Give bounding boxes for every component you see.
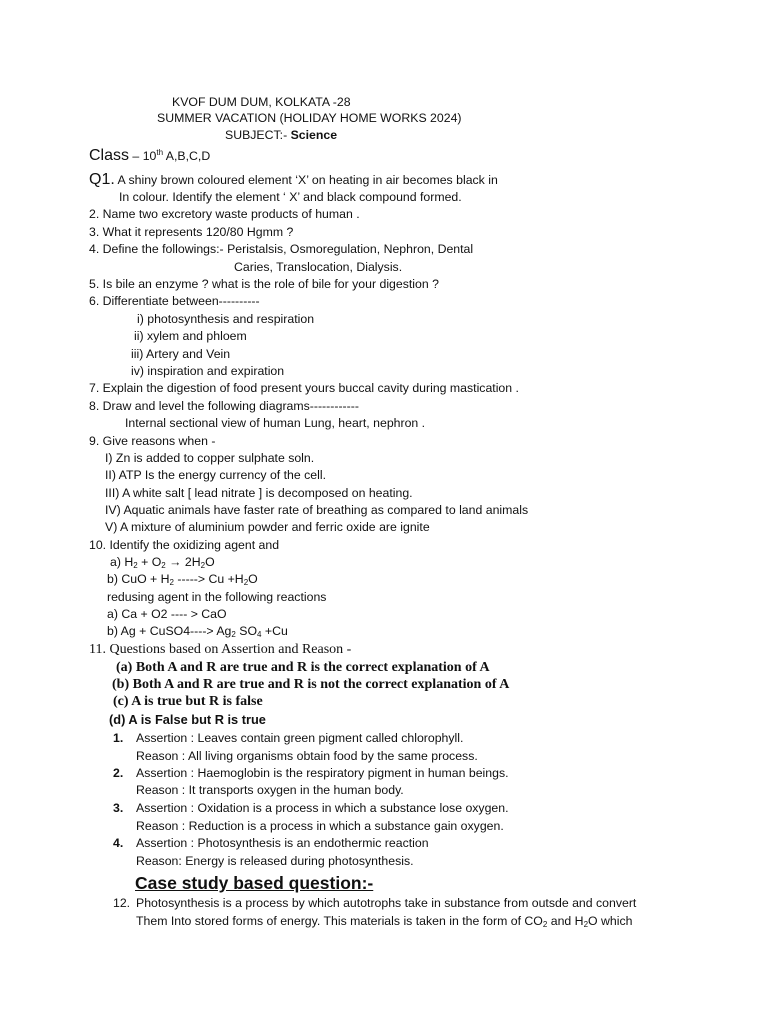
eq-term: H <box>124 555 134 569</box>
class-line <box>89 147 210 165</box>
subject-prefix: SUBJECT:- <box>225 128 291 142</box>
eq-term: b) Ag + CuSO4----> Ag <box>107 624 232 638</box>
q12-line2 <box>136 914 632 929</box>
q1-line2: In colour. Identify the element ‘ X’ and black compound formed. <box>119 190 462 204</box>
eq-term: O <box>205 555 215 569</box>
q12-sub: 2 <box>583 920 589 929</box>
class-sup: th <box>156 148 164 157</box>
q8-stem: 8. Draw and level the following diagrams------------ <box>89 399 359 413</box>
q11-option-b: (b) Both A and R are true and R is not the correct explanation of A <box>112 677 510 692</box>
ar-reason: Reason : It transports oxygen in the human body. <box>136 783 404 797</box>
eq-label: a) <box>110 555 125 569</box>
q12-line1: Photosynthesis is a process by which autotrophs take in substance from outsde and convert <box>136 896 637 910</box>
subject-line <box>225 128 337 143</box>
ar-assertion: Assertion : Leaves contain green pigment called chlorophyll. <box>136 731 464 745</box>
class-number: – 10 <box>129 149 157 163</box>
q1-line1 <box>89 171 498 189</box>
eq-term: 2H <box>184 555 201 569</box>
q9-stem: 9. Give reasons when - <box>89 434 216 448</box>
q12-number: 12. <box>113 896 131 910</box>
subject-name: Science <box>290 128 338 142</box>
q6-item: i) photosynthesis and respiration <box>137 312 315 326</box>
q12-text: Them Into stored forms of energy. This materials is taken in the form of CO <box>136 914 543 928</box>
q10-reaction-a: a) Ca + O2 ---- > CaO <box>107 607 227 621</box>
q2: 2. Name two excretory waste products of human . <box>89 207 360 221</box>
class-label: Class <box>89 147 130 164</box>
q4-line1: 4. Define the followings:- Peristalsis, Osmoregulation, Nephron, Dental <box>89 242 474 256</box>
q9-item: V) A mixture of aluminium powder and ferric oxide are ignite <box>105 520 430 534</box>
school-name: KVOF DUM DUM, KOLKATA -28 <box>172 95 351 109</box>
eq-term: + O <box>137 555 162 569</box>
q1-text1: A shiny brown coloured element ‘X’ on heating in air becomes black in <box>114 173 498 187</box>
ar-assertion: Assertion : Oxidation is a process in which a substance lose oxygen. <box>136 801 509 815</box>
q9-item: II) ATP Is the energy currency of the cell. <box>105 468 326 482</box>
q11-option-d: (d) A is False but R is true <box>109 712 266 727</box>
ar-number: 2. <box>113 766 124 780</box>
ar-reason: Reason : Reduction is a process in which a substance gain oxygen. <box>136 819 504 833</box>
q3: 3. What it represents 120/80 Hgmm ? <box>89 225 294 239</box>
eq-sub: 2 <box>133 561 138 570</box>
eq-term: -----> Cu +H <box>174 572 244 586</box>
q6-stem: 6. Differentiate between---------- <box>89 294 260 308</box>
arrow-icon: → <box>165 555 185 569</box>
q12-sub: 2 <box>542 920 548 929</box>
q11-option-c: (c) A is true but R is false <box>113 694 263 709</box>
eq-sub: 2 <box>243 578 249 587</box>
vacation-title: SUMMER VACATION (HOLIDAY HOME WORKS 2024) <box>157 111 462 125</box>
q10-stem: 10. Identify the oxidizing agent and <box>89 538 280 552</box>
q10-eq-a <box>110 555 215 570</box>
eq-sub: 2 <box>231 630 236 639</box>
eq-sub: 2 <box>200 561 206 570</box>
eq-label: b) <box>107 572 122 586</box>
ar-reason: Reason: Energy is released during photosynthesis. <box>136 854 414 868</box>
q11-option-a: (a) Both A and R are true and R is the correct explanation of A <box>116 660 490 675</box>
eq-term: CuO + H <box>121 572 170 586</box>
q12-text: O which <box>588 914 633 928</box>
q4-line2: Caries, Translocation, Dialysis. <box>234 260 403 274</box>
q10-reaction-b <box>107 624 288 639</box>
case-study-heading: Case study based question:- <box>135 873 374 893</box>
eq-term: SO <box>235 624 258 638</box>
q9-item: I) Zn is added to copper sulphate soln. <box>105 451 315 465</box>
q9-item: IV) Aquatic animals have faster rate of breathing as compared to land animals <box>105 503 529 517</box>
eq-sub: 4 <box>257 630 262 639</box>
eq-term: +Cu <box>261 624 288 638</box>
q12-text: and H <box>547 914 584 928</box>
ar-number: 3. <box>113 801 124 815</box>
q9-item: III) A white salt [ lead nitrate ] is decomposed on heating. <box>105 486 413 500</box>
ar-number: 1. <box>113 731 124 745</box>
q1-number: Q1. <box>89 171 115 188</box>
q10-reducing: redusing agent in the following reactions <box>107 590 327 604</box>
q10-eq-b <box>107 572 258 587</box>
q6-item: iii) Artery and Vein <box>131 347 231 361</box>
ar-assertion: Assertion : Haemoglobin is the respiratory pigment in human beings. <box>136 766 509 780</box>
eq-term: O <box>248 572 258 586</box>
q11-stem: 11. Questions based on Assertion and Reason - <box>89 642 352 657</box>
ar-number: 4. <box>113 836 124 850</box>
q8-detail: Internal sectional view of human Lung, heart, nephron . <box>125 416 426 430</box>
q6-item: ii) xylem and phloem <box>134 329 247 343</box>
ar-assertion: Assertion : Photosynthesis is an endothermic reaction <box>136 836 429 850</box>
q7: 7. Explain the digestion of food present yours buccal cavity during mastication . <box>89 381 519 395</box>
q5: 5. Is bile an enzyme ? what is the role of bile for your digestion ? <box>89 277 439 291</box>
ar-reason: Reason : All living organisms obtain food by the same process. <box>136 749 478 763</box>
class-sections: A,B,C,D <box>163 149 211 163</box>
eq-sub: 2 <box>161 561 166 570</box>
q6-item: iv) inspiration and expiration <box>131 364 285 378</box>
eq-sub: 2 <box>169 578 174 587</box>
